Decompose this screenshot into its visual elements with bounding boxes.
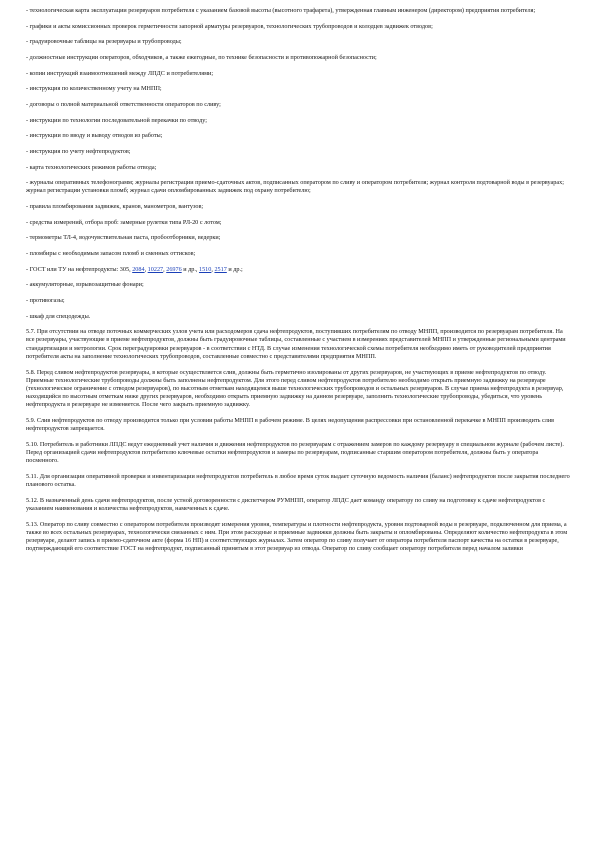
gost-prefix: - ГОСТ или ТУ на нефтепродукты: 305, <box>26 265 133 273</box>
list-item: - инструкции по вводу и выводу отводов из работы; <box>26 132 163 140</box>
gost-link-2517[interactable]: 2517 <box>214 265 227 273</box>
paragraph: 5.9. Слив нефтепродуктов по отводу производится только при условии работы МНПП в рабочем режиме. В целях недопущения распрессовки при остановленной перекачке в МНПП производить слив нефтепродуктов запрещается. <box>26 416 555 433</box>
paragraph: 5.11. Для организации оперативной проверки и инвентаризации нефтепродуктов потребитель в любое время суток выдает суточную ведомость наличия (баланс) нефтепродуктов после закрытия последнего планового остатка. <box>26 472 570 488</box>
list-item: - термометры ТЛ-4, водочувствительная паста, пробоотборники, ведерки; <box>26 234 221 242</box>
list-item: - инструкция по количественному учету на МНПП; <box>26 85 162 93</box>
gost-link-2084[interactable]: 2084 <box>132 265 145 273</box>
list-item: - шкаф для спецодежды. <box>26 312 91 320</box>
paragraph: 5.13. Оператор по сливу совместно с оператором потребителя производят измерения уровня, температуры и плотности нефтепродукта, уровня подтоварной воды в резервуаре, подключенном для приема, а также во всех остальных резервуарах, технологически связанных с ним. При этом расходные и приемные задвижки должны быть закрыты и опломбированы. Определяют количество нефтепродукта в этом резервуаре, делают запись в приемо-сдаточном акте (форма 16 НП) и соответствующих журналах. Затем оператор по сливу получает от оператора потребителя паспорт качества на остатки в резервуаре, подтверждающий его соответствие ГОСТ на нефтепродукт, подписанный принятым в этот резервуар из отвода. Оператор по сливу сообщает оператору потребителя перед началом заливки <box>26 520 568 553</box>
list-item: - графики и акты комиссионных проверок герметичности запорной арматуры резервуаров, технологических трубопроводов и колодцев задвижек отводов; <box>26 22 433 30</box>
list-item: - инструкции по технологии последовательной перекачки по отводу; <box>26 116 207 124</box>
paragraph: 5.10. Потребитель и работники ЛПДС ведут ежедневный учет наличия и движения нефтепродуктов по резервуарам с отражением замеров по каждому резервуару в специальном журнале (рабочем листе). Перед организацией сдачи нефтепродуктов потребителю ключевые остатки нефтепродуктов и замеры по резервуарам, подписанные старшим оператором потребителя, должны быть у оператора посменного. <box>26 440 564 465</box>
gost-link-10227[interactable]: 10227 <box>147 265 164 273</box>
paragraph: 5.7. При отсутствии на отводе поточных коммерческих узлов учета или расходомеров сдача нефтепродуктов, поступивших потребителям по отводу МНПП, производится по резервуарам потребителя. На все резервуары, участвующие в приеме нефтепродуктов, должны быть градуировочные таблицы, составленные с участием в измерениях представителей МНПП и утвержденные региональными центрами стандартизации и метрологии. Срок переградуировки резервуаров - в соответствии с НТД. В случае изменения технологической схемы потребителя необходимо иметь от руководителей предприятия потребителя акты на заполнение технологических трубопроводов, составленные совместно с представителями предприятия МНПП. <box>26 328 566 360</box>
gost-link-26976[interactable]: 26976 <box>166 265 182 273</box>
document-page <box>26 7 571 561</box>
section-5-paragraphs <box>26 328 571 553</box>
list-item: - должностные инструкции операторов, обходчиков, а также ежегодные, по технике безопасности и противопожарной безопасности; <box>26 53 377 61</box>
list-item: - средства измерений, отбора проб: замерные рулетки типа РЛ-20 с лотом; <box>26 218 222 226</box>
list-item: - копии инструкций взаимоотношений между ЛПДС и потребителями; <box>26 69 214 77</box>
list-item: - градуировочные таблицы на резервуары и трубопроводы; <box>26 38 182 46</box>
list-item: - журналы оперативных телефонограмм; журналы регистрации приемо-сдаточных актов, подписанных оператором по сливу и оператором потребителя; журнал контроля подтоварной воды в резервуарах; журнал регистрации установки пломб; журнал сдачи опломбированных задвижек под охрану потребителю; <box>26 179 564 195</box>
list-item: - правила пломбирования задвижек, кранов, манометров, вантузов; <box>26 203 204 211</box>
list-item: - технологическая карта эксплуатации резервуаров потребителя с указанием базовой высоты (высотного трафарета), утвержденная главным инженером (директором) предприятия потребителя; <box>26 7 536 14</box>
gost-link-1510[interactable]: 1510 <box>198 265 212 273</box>
gost-separator: , <box>144 265 148 273</box>
list-item: - аккумуляторные, взрывозащитные фонари; <box>26 281 144 289</box>
list-item: - карта технологических режимов работы отвода; <box>26 163 157 171</box>
paragraph: 5.8. Перед сливом нефтепродуктов резервуары, в которые осуществляется слив, должны быть герметично изолированы от других резервуаров, не участвующих в приеме нефтепродуктов по отводу. Приемные технологические трубопроводы должны быть заполнены нефтепродуктом. Для этого перед сливом нефтепродуктов потребителю необходимо открыть приемную задвижку на резервуаре (технологическое ограничение с отводом резервуаров), по высотным отметкам находящемся выше технологических трубопроводов и остальных резервуаров. В случае приема нефтепродукта в резервуар, находящийся по высотным отметкам ниже других резервуаров, необходимо открыть приемную задвижку на данном резервуаре, заполнить технологические трубопроводы, убедиться, что уровень нефтепродукта в резервуаре не изменяется. После чего закрыть приемную задвижку. <box>26 368 564 409</box>
gost-suffix: и др.; <box>226 265 243 273</box>
list-item: - пломбиры с необходимым запасом пломб и сменных оттисков; <box>26 250 196 257</box>
gost-middle: и др., <box>181 265 199 273</box>
list-item: - договоры о полной материальной ответственности операторов по сливу; <box>26 100 221 108</box>
gost-separator: , <box>211 265 215 273</box>
paragraph: 5.12. В назначенный день сдачи нефтепродуктов, после устной договоренности с диспетчером РУМНПП, оператор ЛПДС дает команду оператору по сливу на подготовку к сдаче нефтепродуктов с указанием наименования и количества нефтепродуктов, намеченных к сдаче. <box>26 496 546 512</box>
list-item: - противогазы; <box>26 296 65 304</box>
equipment-list <box>26 281 571 320</box>
gost-separator: , <box>163 265 167 273</box>
requirements-list <box>26 7 571 258</box>
gost-list-item <box>26 266 571 274</box>
list-item: - инструкция по учету нефтепродуктов; <box>26 147 131 155</box>
